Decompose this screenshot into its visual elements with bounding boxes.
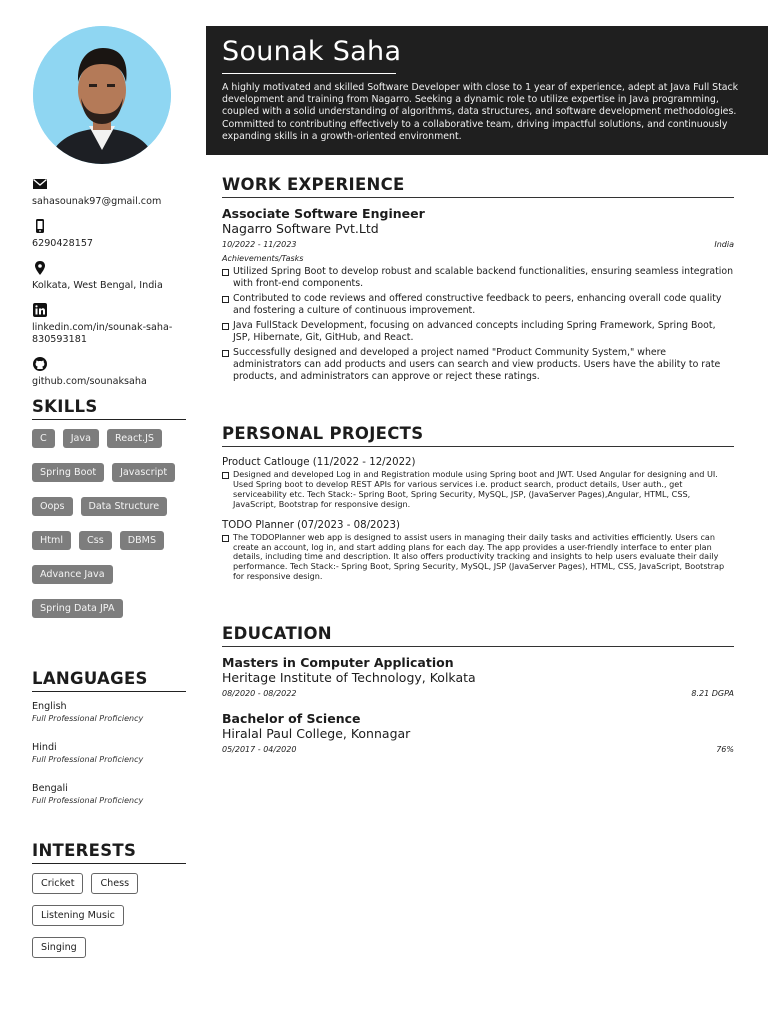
education-grade: 76% [716, 745, 734, 754]
education-entry [222, 655, 734, 699]
language-level: Full Professional Proficiency [32, 796, 144, 805]
skill-chip: Advance Java [32, 565, 113, 584]
languages-list [32, 701, 188, 806]
work-bullet: Successfully designed and developed a project named "Product Community System," where administrators can add products and users can search and view products. Users have the ability to rate products, and administrators can approve or reject these ratings. [222, 347, 734, 383]
skills-heading: SKILLS [32, 397, 186, 420]
company-name: Nagarro Software Pvt.Ltd [222, 221, 379, 236]
work-experience-section [222, 175, 734, 386]
work-bullet: Java FullStack Development, focusing on advanced concepts including Spring Framework, Spring Boot, JSP, Hibernate, Git, GitHub, and React. [222, 320, 734, 344]
work-bullet: Utilized Spring Boot to develop robust and scalable backend functionalities, ensuring seamless integration with front-end components. [222, 266, 734, 290]
header-banner [206, 26, 768, 155]
language-name: English [32, 701, 67, 712]
skills-row [32, 599, 188, 618]
language-item [32, 742, 188, 765]
job-meta [222, 239, 734, 250]
contact-email[interactable] [32, 176, 188, 208]
education-section [222, 624, 734, 755]
projects-section [222, 424, 734, 582]
interest-chip: Chess [91, 873, 138, 894]
education-dates: 05/2017 - 04/2020 [222, 745, 297, 754]
contact-location [32, 260, 188, 292]
skill-chip: Html [32, 531, 71, 550]
job-title: Associate Software Engineer [222, 206, 425, 221]
interests-row [32, 873, 188, 894]
contact-linkedin[interactable] [32, 302, 188, 346]
work-bullet: Contributed to code reviews and offered constructive feedback to peers, enhancing overall code quality and fostering a culture of continuous improvement. [222, 293, 734, 317]
degree-title: Masters in Computer Application [222, 655, 454, 670]
skill-chip: Java [63, 429, 99, 448]
sidebar [32, 26, 188, 398]
interests-chips [32, 873, 188, 958]
profile-summary: A highly motivated and skilled Software Developer with close to 1 year of experience, adept at Java Full Stack development and training from Nagarro. Seeking a dynamic role to utilize expertise in Java programming, coupled with a solid understanding of algorithms, data structures, and software development methodologies. Committed to contributing effectively to a collaborative team, driving impactful solutions, and continuously expanding skills in a growth-oriented environment. [222, 82, 739, 142]
language-name: Hindi [32, 742, 57, 753]
education-entry [222, 711, 734, 755]
education-grade: 8.21 DGPA [691, 689, 734, 698]
education-meta [222, 744, 734, 755]
achievements-label: Achievements/Tasks [222, 254, 304, 263]
education-heading: EDUCATION [222, 624, 734, 647]
languages-section [32, 669, 188, 824]
email-text: sahasounak97@gmail.com [32, 196, 162, 207]
project-bullets [222, 470, 734, 510]
language-name: Bengali [32, 783, 68, 794]
projects-heading: PERSONAL PROJECTS [222, 424, 734, 447]
work-heading: WORK EXPERIENCE [222, 175, 734, 198]
phone-text: 6290428157 [32, 238, 94, 249]
email-icon [32, 176, 48, 192]
project-title: TODO Planner (07/2023 - 08/2023) [222, 519, 400, 531]
skill-chip: Css [79, 531, 112, 550]
interest-chip: Listening Music [32, 905, 124, 926]
skill-chip: Oops [32, 497, 73, 516]
school-name: Heritage Institute of Technology, Kolkata [222, 670, 476, 685]
skill-chip: Spring Data JPA [32, 599, 123, 618]
skill-chip: Spring Boot [32, 463, 104, 482]
language-level: Full Professional Proficiency [32, 755, 144, 764]
interests-heading: INTERESTS [32, 841, 186, 864]
linkedin-icon [32, 302, 48, 318]
education-dates: 08/2020 - 08/2022 [222, 689, 297, 698]
contact-list [32, 176, 188, 388]
skills-section [32, 397, 188, 633]
skill-chip: Data Structure [81, 497, 168, 516]
contact-github[interactable] [32, 356, 188, 388]
github-icon [32, 356, 48, 372]
profile-photo-image [33, 26, 171, 164]
skills-row [32, 429, 188, 448]
project-bullet: Designed and developed Log in and Registration module using Spring boot and JWT. Used Angular for designing and UI. Used Spring boot to develop REST APIs for various services i.e. product search, product details, User auth., get serviceability etc. Tech Stack:- Spring Boot, Spring Security, MySQL, JSP, (JavaServer Pages),Angular, HTML, CSS, JavaScript, Bootstrap for responsive design. [222, 470, 734, 510]
interests-section [32, 841, 188, 969]
skills-chips [32, 429, 188, 633]
location-pin-icon [32, 260, 48, 276]
contact-phone[interactable] [32, 218, 188, 250]
skills-row [32, 497, 188, 516]
school-name: Hiralal Paul College, Konnagar [222, 726, 411, 741]
language-level: Full Professional Proficiency [32, 714, 144, 723]
skill-chip: React.JS [107, 429, 162, 448]
project-bullets [222, 533, 734, 583]
work-bullets [222, 266, 734, 383]
skills-row [32, 565, 188, 584]
interests-row [32, 905, 188, 926]
name-underline [222, 73, 396, 74]
skill-chip: Javascript [112, 463, 175, 482]
skill-chip: C [32, 429, 55, 448]
job-dates: 10/2022 - 11/2023 [222, 240, 297, 249]
language-item [32, 783, 188, 806]
skills-row [32, 531, 188, 550]
candidate-name: Sounak Saha [222, 36, 402, 67]
project-title: Product Catlouge (11/2022 - 12/2022) [222, 457, 416, 468]
linkedin-text: linkedin.com/in/sounak-saha-830593181 [32, 322, 173, 345]
phone-icon [32, 218, 48, 234]
project-bullet: The TODOPlanner web app is designed to assist users in managing their daily tasks and activities efficiently. Users can create an account, log in, and start adding plans for each day. The app provides a user-friendly interface to enter plan details, including time and description. It also offers productivity tracking and insights to help users evaluate their daily performance. Tech Stack:- Spring Boot, Spring Security, MySQL, JSP (JavaServer Pages), HTML, CSS, JavaScript, Bootstrap for responsive design. [222, 533, 734, 583]
language-item [32, 701, 188, 724]
github-text: github.com/sounaksaha [32, 376, 147, 387]
education-meta [222, 688, 734, 699]
degree-title: Bachelor of Science [222, 711, 361, 726]
interests-row [32, 937, 188, 958]
interest-chip: Cricket [32, 873, 83, 894]
location-text: Kolkata, West Bengal, India [32, 280, 163, 291]
job-location: India [714, 240, 734, 249]
interest-chip: Singing [32, 937, 86, 958]
profile-photo [33, 26, 171, 164]
skills-row [32, 463, 188, 482]
languages-heading: LANGUAGES [32, 669, 186, 692]
skill-chip: DBMS [120, 531, 164, 550]
